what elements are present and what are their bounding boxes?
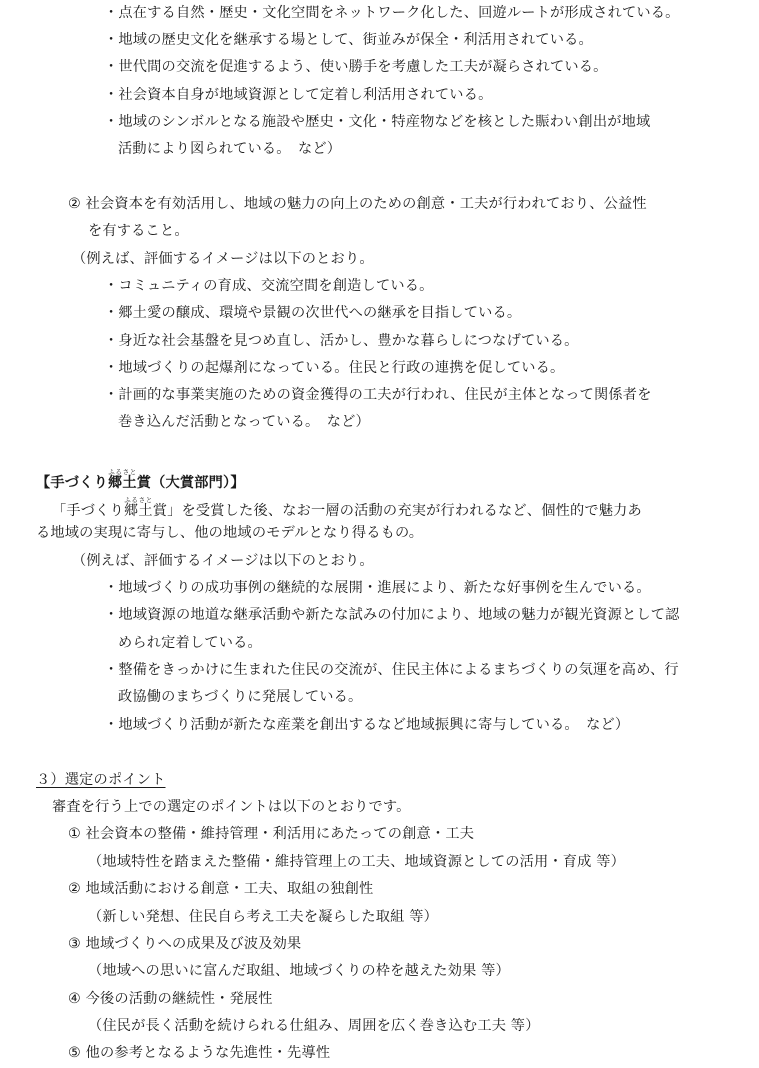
selection-point-3-detail: （地域への思いに富んだ取組、地域づくりの枠を越えた効果 等） [88,963,510,979]
grand-prize-heading [36,468,245,493]
bullet-new-industry: ・地域づくり活動が新たな産業を創出するなど地域振興に寄与している。 など） [104,717,630,733]
item-2-title-continued: を有すること。 [88,223,189,239]
selection-point-4: ④ 今後の活動の継続性・発展性 [68,991,273,1007]
bullet-catalyst: ・地域づくりの起爆剤になっている。住民と行政の連携を促している。 [104,360,565,376]
bullet-funding-continued: 巻き込んだ活動となっている。 など） [118,414,370,430]
bullet-tourism-resource-continued: められ定着している。 [118,635,262,651]
grand-prize-example-intro: （例えば、評価するイメージは以下のとおり。 [72,553,374,569]
bullet-community-building: ・コミュニティの育成、交流空間を創造している。 [104,278,434,294]
bullet-social-capital-resource: ・社会資本自身が地域資源として定着し利活用されている。 [104,87,493,103]
bullet-townscape-preservation: ・地域の歴史文化を継承する場として、街並みが保全・利活用されている。 [104,32,593,48]
bullet-funding: ・計画的な事業実施のための資金獲得の工夫が行われ、住民が主体となって関係者を [104,387,652,403]
bullet-tourism-resource: ・地域資源の地道な継承活動や新たな試みの付加により、地域の魅力が観光資源として認 [104,607,680,623]
grand-prize-description: 「手づくり郷土ふるさと賞」を受賞した後、なお一層の活動の充実が行われるなど、個性的で魅力あ [52,496,642,519]
selection-point-4-detail: （住民が長く活動を続けられる仕組み、周囲を広く巻き込む工夫 等） [88,1018,540,1034]
selection-point-2-detail: （新しい発想、住民自ら考え工夫を凝らした取組 等） [88,909,439,925]
item-2-title: ② 社会資本を有効活用し、地域の魅力の向上のための創意・工夫が行われており、公益性 [68,196,647,212]
grand-prize-heading-ruby: 郷土ふるさと [107,468,137,491]
selection-point-1-detail: （地域特性を踏まえた整備・維持管理上の工夫、地域資源としての活用・育成 等） [88,854,626,870]
bullet-symbol-facility: ・地域のシンボルとなる施設や歴史・文化・特産物などを核とした賑わい創出が地域 [104,114,651,130]
grand-prize-description-continued: る地域の実現に寄与し、他の地域のモデルとなり得るもの。 [36,525,424,541]
bullet-social-infrastructure: ・身近な社会基盤を見つめ直し、活かし、豊かな暮らしにつなげている。 [104,333,579,349]
grand-prize-heading-open: 【手づくり [36,475,108,491]
bullet-hometown-love: ・郷土愛の醸成、環境や景観の次世代への継承を目指している。 [104,305,522,321]
selection-point-3: ③ 地域づくりへの成果及び波及効果 [68,936,302,952]
bullet-network-route: ・点在する自然・歴史・文化空間をネットワーク化した、回遊ルートが形成されている。 [104,5,680,21]
selection-point-1: ① 社会資本の整備・維持管理・利活用にあたっての創意・工夫 [68,826,475,842]
bullet-symbol-facility-continued: 活動により図られている。 など） [118,141,342,157]
selection-heading: ３）選定のポイント [36,772,166,788]
item-2-example-intro: （例えば、評価するイメージは以下のとおり。 [72,251,374,267]
selection-point-5: ⑤ 他の参考となるような先進性・先導性 [68,1045,331,1061]
grand-prize-heading-close: 賞（大賞部門）】 [136,475,245,491]
selection-intro: 審査を行う上での選定のポイントは以下のとおりです。 [52,799,411,815]
bullet-intergenerational-exchange: ・世代間の交流を促進するよう、使い勝手を考慮した工夫が凝らされている。 [104,59,608,75]
selection-point-2: ② 地域活動における創意・工夫、取組の独創性 [68,881,374,897]
grand-prize-description-ruby: 郷土ふるさと [123,496,153,519]
bullet-resident-exchange: ・整備をきっかけに生まれた住民の交流が、住民主体によるまちづくりの気運を高め、行 [104,662,679,678]
bullet-resident-exchange-continued: 政協働のまちづくりに発展している。 [118,689,363,705]
bullet-success-cases: ・地域づくりの成功事例の継続的な展開・進展により、新たな好事例を生んでいる。 [104,580,651,596]
